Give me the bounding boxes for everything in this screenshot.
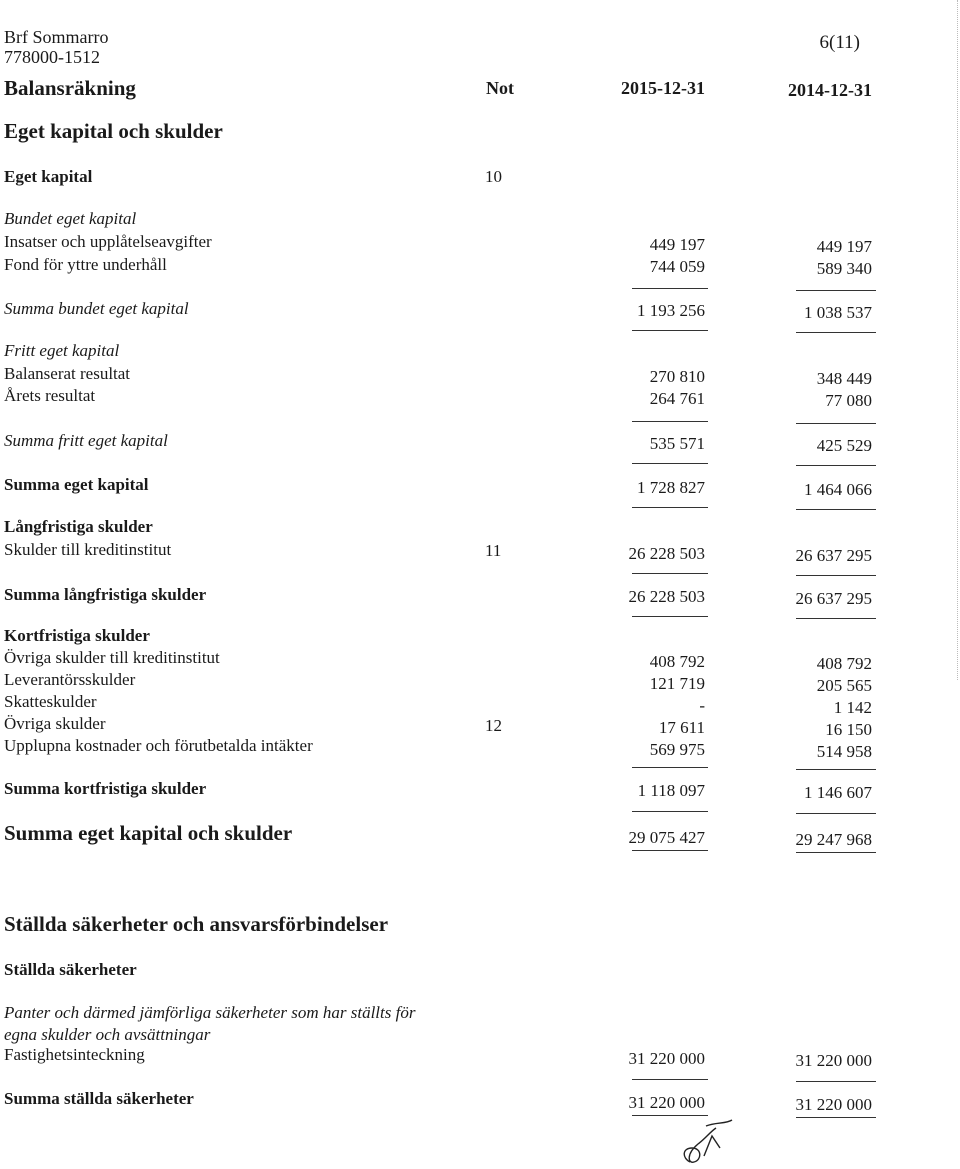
value-2014: 16 150 [825, 720, 872, 739]
value-2015: 31 220 000 [628, 1049, 705, 1068]
subsection-heading: Fritt eget kapital [4, 341, 120, 360]
sum-label: Summa långfristiga skulder [4, 585, 207, 604]
underline [632, 1079, 708, 1080]
subsection-heading: Ställda säkerheter [4, 960, 137, 979]
page-number: 6(11) [819, 32, 860, 53]
value-2014: 31 220 000 [795, 1051, 872, 1070]
value-2015: 744 059 [649, 257, 705, 276]
value-2014: 408 792 [816, 654, 872, 673]
value-2015: 270 810 [649, 367, 705, 386]
value-2015: - [699, 696, 705, 715]
sum-2015: 31 220 000 [628, 1093, 705, 1112]
underline [632, 330, 708, 331]
description-line: Panter och därmed jämförliga säkerheter som har ställts för [4, 1003, 416, 1022]
row-label: Årets resultat [4, 386, 96, 405]
underline [632, 811, 708, 812]
underline [632, 288, 708, 289]
sum-2015: 1 193 256 [637, 301, 705, 320]
sum-label: Summa ställda säkerheter [4, 1089, 194, 1108]
total-2015: 29 075 427 [628, 828, 705, 847]
underline [796, 465, 876, 466]
row-label: Övriga skulder [4, 714, 106, 733]
value-2015: 26 228 503 [628, 544, 705, 563]
note-ref: 10 [485, 167, 502, 186]
col-header-2015: 2015-12-31 [621, 78, 705, 98]
underline [632, 463, 708, 464]
underline [796, 290, 876, 291]
sum-2014: 26 637 295 [795, 589, 872, 608]
underline [796, 509, 876, 510]
underline [796, 1081, 876, 1082]
sum-2014: 1 146 607 [804, 783, 872, 802]
section-heading: Ställda säkerheter och ansvarsförbindelser [4, 912, 389, 936]
underline [632, 573, 708, 574]
sum-label: Summa bundet eget kapital [4, 299, 189, 318]
col-header-not: Not [486, 78, 514, 98]
row-label: Balanserat resultat [4, 364, 131, 383]
org-name: Brf Sommarro [4, 27, 109, 47]
value-2014: 514 958 [816, 742, 872, 761]
section-heading: Eget kapital och skulder [4, 119, 223, 143]
row-label: Insatser och upplåtelseavgifter [4, 232, 212, 251]
value-2015: 17 611 [658, 718, 705, 737]
sum-label: Summa fritt eget kapital [4, 431, 168, 450]
value-2014: 589 340 [816, 259, 872, 278]
sum-2015: 1 728 827 [637, 478, 705, 497]
value-2014: 26 637 295 [795, 546, 872, 565]
row-label: Skulder till kreditinstitut [4, 540, 172, 559]
underline [796, 813, 876, 814]
underline [796, 332, 876, 333]
value-2015: 264 761 [649, 389, 705, 408]
sum-2015: 535 571 [649, 434, 705, 453]
underline [796, 618, 876, 619]
underline [632, 616, 708, 617]
underline [632, 767, 708, 768]
underline [796, 575, 876, 576]
total-label: Summa eget kapital och skulder [4, 821, 293, 845]
sum-2015: 1 118 097 [637, 781, 705, 800]
underline [632, 421, 708, 422]
col-header-2014: 2014-12-31 [788, 80, 872, 100]
note-ref: 11 [485, 541, 502, 560]
value-2015: 408 792 [649, 652, 705, 671]
sum-2015: 26 228 503 [628, 587, 705, 606]
subsection-heading: Långfristiga skulder [4, 517, 153, 536]
sum-2014: 31 220 000 [795, 1095, 872, 1114]
sum-label: Summa eget kapital [4, 475, 149, 494]
value-2015: 121 719 [649, 674, 705, 693]
scan-edge [956, 0, 958, 680]
signature-initials [676, 1118, 736, 1166]
description-line: egna skulder och avsättningar [4, 1025, 211, 1044]
double-underline [796, 1117, 876, 1118]
underline [632, 507, 708, 508]
row-label: Skatteskulder [4, 692, 97, 711]
value-2015: 569 975 [649, 740, 705, 759]
value-2014: 449 197 [816, 237, 872, 256]
eget-kapital-heading: Eget kapital [4, 167, 93, 186]
double-underline [796, 852, 876, 853]
row-label: Fond för yttre underhåll [4, 255, 167, 274]
value-2014: 205 565 [816, 676, 872, 695]
sum-2014: 1 038 537 [804, 303, 872, 322]
value-2014: 1 142 [833, 698, 872, 717]
subsection-heading: Kortfristiga skulder [4, 626, 150, 645]
sum-2014: 425 529 [816, 436, 872, 455]
row-label: Övriga skulder till kreditinstitut [4, 648, 220, 667]
underline [796, 423, 876, 424]
row-label: Upplupna kostnader och förutbetalda intäkter [4, 736, 313, 755]
value-2014: 77 080 [825, 391, 872, 410]
row-label: Leverantörsskulder [4, 670, 136, 689]
total-2014: 29 247 968 [795, 830, 872, 849]
page-title: Balansräkning [4, 76, 136, 100]
value-2014: 348 449 [816, 369, 872, 388]
note-ref: 12 [485, 716, 502, 735]
sum-label: Summa kortfristiga skulder [4, 779, 207, 798]
sum-2014: 1 464 066 [804, 480, 872, 499]
double-underline [632, 850, 708, 851]
row-label: Fastighetsinteckning [4, 1045, 145, 1064]
double-underline [632, 1115, 708, 1116]
underline [796, 769, 876, 770]
org-number: 778000-1512 [4, 47, 100, 67]
value-2015: 449 197 [649, 235, 705, 254]
subsection-heading: Bundet eget kapital [4, 209, 137, 228]
